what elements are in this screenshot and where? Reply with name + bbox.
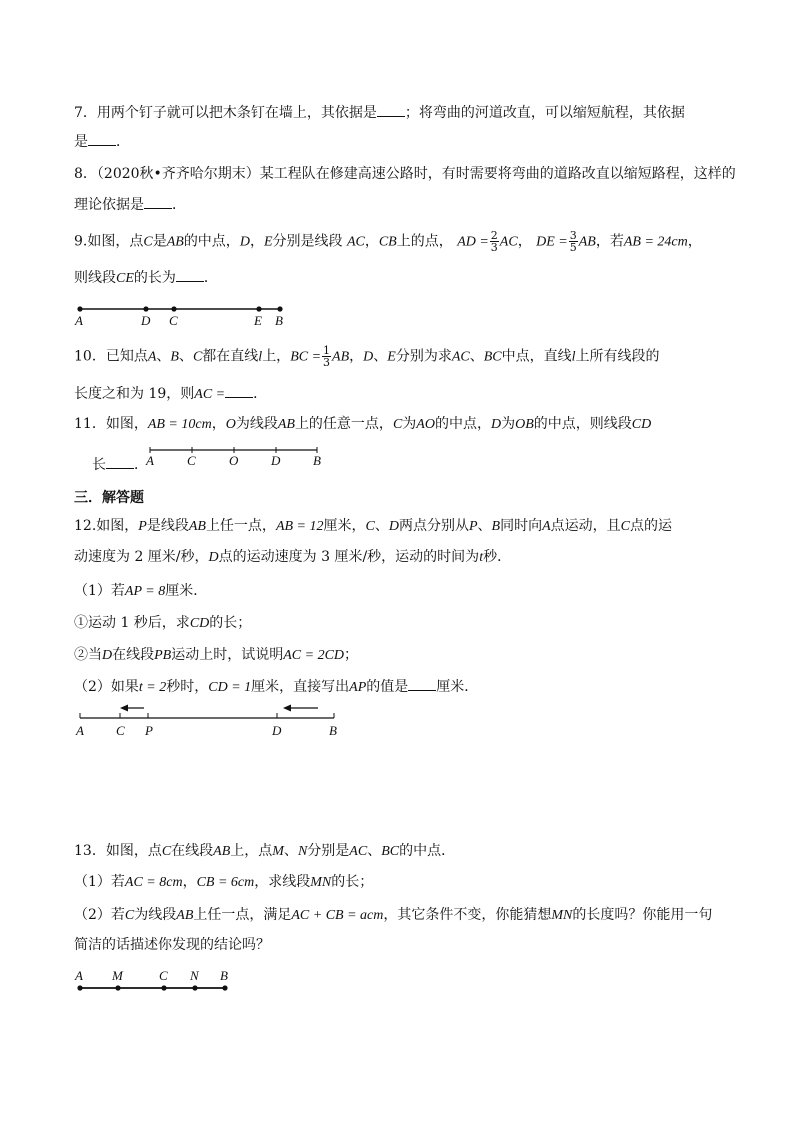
- q9-var-c: C: [143, 234, 153, 250]
- q11-var-o: O: [225, 417, 236, 432]
- q10-blank[interactable]: [225, 384, 253, 398]
- q11-var-ab: AB: [277, 417, 295, 432]
- q9-label-b: B: [275, 313, 283, 328]
- q13-label-b: B: [220, 968, 228, 983]
- q10-var-b: B: [170, 349, 179, 365]
- q11-label-o: O: [229, 453, 239, 468]
- q11-line2: [92, 455, 148, 475]
- q12-t18: 运动上时，试说明: [171, 647, 284, 663]
- q10-var-a: A: [147, 349, 157, 365]
- q12-t4: 厘米，: [323, 518, 366, 534]
- q11-t1: 11．如图，: [74, 416, 148, 432]
- q12-label-p: P: [145, 723, 153, 738]
- q12-t11: 秒．: [483, 549, 512, 565]
- q7-blank-2[interactable]: [88, 132, 116, 146]
- q13-point-c: [161, 985, 166, 990]
- q12-t24: 厘米．: [436, 679, 479, 695]
- q7-text-d: ．: [116, 134, 130, 150]
- q9-point-a: [77, 306, 82, 311]
- q9-t1: 9.如图，点: [74, 233, 144, 250]
- q9-var-ac2: AC: [499, 234, 518, 250]
- q12-var-ab: AB: [188, 519, 206, 534]
- q9-t2: 是: [152, 233, 167, 250]
- q9-t8: 的长为: [133, 270, 176, 286]
- q13-var-ab2: AB: [176, 908, 194, 923]
- q9-var-ab: AB: [166, 234, 184, 250]
- q13-point-a: [77, 985, 82, 990]
- q12-t21: 秒时，: [166, 679, 209, 695]
- q13-var-c2: C: [124, 908, 135, 923]
- q11-line1: [74, 414, 651, 435]
- q7-line1: [74, 103, 685, 123]
- q12-blank[interactable]: [408, 677, 436, 691]
- q12-var-ap: AP: [349, 680, 367, 695]
- q12-t1: 12.如图，: [74, 518, 139, 534]
- q12-var-d: D: [388, 519, 399, 534]
- q13-dun1: 、: [283, 843, 298, 859]
- q13-var-c: C: [161, 844, 172, 859]
- q8-text-b: 理论依据是: [74, 197, 144, 213]
- q10-t8: 长度之和为 19，则: [74, 386, 195, 402]
- section-heading: 三．解答题: [74, 490, 144, 506]
- q12-label-c: C: [116, 723, 125, 738]
- q11-label-b: B: [313, 453, 321, 468]
- q12-t20: （2）如果: [74, 679, 139, 695]
- q11-t7: 为: [501, 416, 516, 432]
- q12-var-b: B: [491, 519, 501, 534]
- q12-part1-sub1: [74, 613, 251, 634]
- q13-label-m: M: [112, 968, 123, 983]
- q12-dun1: 、: [374, 518, 389, 534]
- q13-var-ac: AC: [349, 844, 368, 859]
- q12-label-d: D: [272, 723, 282, 738]
- q9-f1-num: 2: [490, 229, 498, 242]
- q11-blank[interactable]: [106, 455, 134, 469]
- q10-t1: 10．已知点: [74, 348, 148, 365]
- q11-var-cd: CD: [631, 417, 652, 432]
- q13-part1: [74, 872, 373, 893]
- q12-cd-eq: CD = 1: [208, 680, 252, 695]
- q12-arrowhead-d: [283, 705, 291, 712]
- q10-var-ac: AC: [451, 349, 470, 365]
- q10-fraction: [322, 345, 331, 368]
- q10-var-e: E: [387, 349, 396, 365]
- q12-t23: 的值是: [366, 679, 409, 695]
- q10-t9: ．: [253, 386, 268, 402]
- q13-comma: ，: [182, 874, 197, 890]
- q11-figure: [145, 444, 335, 470]
- q10-t2: 都在直线: [202, 348, 259, 365]
- q10-var-l: l: [258, 349, 263, 365]
- q9-line2: [74, 268, 218, 289]
- q13-t8: 的长；: [331, 874, 374, 890]
- q9-ad-eq: AD =: [457, 234, 489, 250]
- q9-t6: ，若: [595, 233, 624, 250]
- q9-t9: ．: [203, 270, 218, 286]
- q11-label-d: D: [271, 453, 281, 468]
- q10-ac-eq: AC =: [194, 387, 226, 402]
- q8-text: 8．（2020秋•齐齐哈尔期末）某工程队在修建高速公路时，有时需要将弯曲的道路改直以缩短路程，这样的: [74, 166, 736, 182]
- q12-t7: 点运动，且: [550, 518, 621, 534]
- q13-part2-line2: [74, 935, 270, 955]
- q12-var-t: t: [479, 550, 484, 565]
- q12-line2: [74, 547, 511, 568]
- q10-line1: [74, 345, 660, 368]
- q10-f-num: 1: [323, 344, 331, 357]
- q12-t15: 的长；: [209, 615, 252, 631]
- q12-var-a: A: [542, 519, 551, 534]
- q9-t3: 的中点，: [183, 233, 240, 250]
- q12-label-a: A: [76, 723, 84, 738]
- q9-t7: 则线段: [74, 270, 116, 286]
- q13-t11: 上任一点，满足: [193, 907, 292, 923]
- q9-point-c: [171, 306, 176, 311]
- q10-dun1: 、: [156, 348, 171, 365]
- q13-t6: （1）若: [74, 874, 125, 890]
- q9-sep4: ，: [687, 233, 702, 250]
- q12-ap-eq: AP = 8: [124, 584, 166, 599]
- q9-label-a: A: [75, 313, 83, 328]
- q10-t3: 上，: [262, 348, 291, 365]
- q13-t7: ，求线段: [254, 874, 311, 890]
- q11-label-c: C: [187, 453, 196, 468]
- q11-t9: 长: [92, 457, 106, 473]
- q9-de-eq: DE =: [536, 234, 568, 250]
- q10-f-den: 3: [323, 356, 331, 369]
- q7-blank-1[interactable]: [377, 103, 405, 117]
- q9-var-e: E: [263, 234, 273, 250]
- q11-var-c: C: [392, 417, 403, 432]
- q9-point-d: [143, 306, 148, 311]
- q8-line1: [74, 164, 736, 184]
- q13-t4: 分别是: [307, 843, 350, 859]
- q13-point-n: [192, 985, 197, 990]
- q9-t4: 分别是线段: [272, 233, 343, 250]
- q9-fraction-2: [569, 230, 578, 253]
- q13-label-c: C: [159, 968, 168, 983]
- q13-t13: 的长度吗？你能用一句: [572, 907, 713, 923]
- q13-var-mn2: MN: [551, 908, 573, 923]
- q11-t2: ，: [211, 416, 226, 432]
- q13-sum-eq: AC + CB = acm: [291, 908, 384, 923]
- q12-part2: [74, 677, 478, 698]
- q9-sep2: ，: [364, 233, 379, 250]
- q11-t5: 为: [402, 416, 417, 432]
- q9-f2-den: 5: [569, 241, 577, 254]
- q12-var-c: C: [365, 519, 375, 534]
- q12-var-p: P: [138, 519, 147, 534]
- q7-line2: [74, 132, 130, 152]
- q12-t-eq: t = 2: [138, 680, 167, 695]
- q13-t2: 在线段: [171, 843, 214, 859]
- q8-blank[interactable]: [144, 195, 172, 209]
- q12-t12: （1）若: [74, 583, 125, 599]
- q7-text: 7．用两个钉子就可以把木条钉在墙上，其依据是: [74, 105, 377, 121]
- q7-text-b: ；将弯曲的河道改直，可以缩短航程，其依据: [404, 105, 685, 121]
- q7-text-c: 是: [74, 134, 88, 150]
- q12-figure: [72, 700, 352, 740]
- q12-t2: 是线段: [146, 518, 189, 534]
- q10-t7: 上所有线段的: [575, 348, 660, 365]
- q9-label-d: D: [141, 313, 151, 328]
- q9-ab24: AB = 24cm: [623, 234, 688, 250]
- q13-label-a: A: [75, 968, 83, 983]
- q12-t9: 动速度为 2 厘米/秒，: [74, 549, 209, 565]
- q9-sep: ，: [249, 233, 264, 250]
- q12-t13: 厘米．: [165, 583, 208, 599]
- q12-t19: ；: [344, 647, 359, 663]
- q9-f1-den: 3: [490, 241, 498, 254]
- q13-dun2: 、: [367, 843, 382, 859]
- q9-label-e: E: [254, 313, 262, 328]
- q11-t4: 上的任意一点，: [294, 416, 393, 432]
- q9-sep3: ，: [517, 233, 532, 250]
- q10-bc-eq: BC =: [290, 349, 322, 365]
- q10-dun3: 、: [373, 348, 388, 365]
- q12-t16: ②当: [74, 647, 102, 663]
- q10-dun2: 、: [178, 348, 193, 365]
- q12-part1-sub2: [74, 645, 358, 666]
- q12-t14: ①运动 1 秒后，求: [74, 615, 190, 631]
- q12-t3: 上任一点，: [205, 518, 276, 534]
- q13-var-bc: BC: [381, 844, 400, 859]
- q10-var-d: D: [363, 349, 374, 365]
- q12-t17: 在线段: [112, 647, 155, 663]
- q13-var-n: N: [297, 844, 308, 859]
- q13-line1: [74, 841, 455, 862]
- q12-ab-eq: AB = 12: [275, 519, 324, 534]
- q11-t10: ．: [134, 457, 148, 473]
- q12-var-p2: P: [468, 519, 478, 534]
- q9-var-ab2: AB: [578, 234, 596, 250]
- q13-label-n: N: [190, 968, 199, 983]
- q10-var-c: C: [192, 349, 203, 365]
- q10-dun4: 、: [469, 348, 484, 365]
- q13-t9: （2）若: [74, 907, 125, 923]
- q11-ab-eq: AB = 10cm: [147, 417, 212, 432]
- q10-t4: ，: [349, 348, 364, 365]
- q12-label-b: B: [329, 723, 337, 738]
- q9-var-ce: CE: [116, 271, 134, 286]
- q10-t6: 中点，直线: [501, 348, 572, 365]
- q8-text-c: ．: [172, 197, 186, 213]
- q12-t22: 厘米，直接写出: [251, 679, 350, 695]
- q12-t10: 点的运动速度为 3 厘米/秒，运动的时间为: [218, 549, 480, 565]
- q10-var-bc: BC: [483, 349, 502, 365]
- q13-t1: 13．如图，点: [74, 843, 162, 859]
- q12-var-d3: D: [102, 648, 113, 663]
- q13-t10: 为线段: [134, 907, 177, 923]
- q9-figure: [70, 300, 300, 330]
- q9-blank[interactable]: [176, 268, 204, 282]
- q11-var-d: D: [490, 417, 502, 432]
- q12-arrowhead-c: [120, 705, 128, 712]
- q9-var-ac: AC: [346, 234, 365, 250]
- q10-var-l2: l: [571, 349, 576, 365]
- q9-line1: [74, 230, 702, 253]
- q11-t6: 的中点，: [434, 416, 491, 432]
- q13-var-mn: MN: [310, 875, 332, 890]
- q12-var-c2: C: [620, 519, 630, 534]
- q12-var-cd: CD: [189, 616, 210, 631]
- q9-label-c: C: [169, 313, 178, 328]
- q11-label-a: A: [146, 453, 154, 468]
- q12-part1: [74, 581, 207, 602]
- q12-var-d2: D: [208, 550, 219, 565]
- q12-t5: 两点分别从: [398, 518, 469, 534]
- q13-cb-eq: CB = 6cm: [196, 875, 255, 890]
- q12-line1: [74, 516, 672, 537]
- q13-part2: [74, 905, 712, 926]
- q9-fraction-1: [490, 230, 499, 253]
- q12-dun2: 、: [477, 518, 492, 534]
- q10-var-ab: AB: [332, 349, 350, 365]
- q13-t5: 的中点．: [399, 843, 456, 859]
- q10-t5: 分别为求: [395, 348, 452, 365]
- q11-var-ao: AO: [416, 417, 435, 432]
- q13-t3: 上，点: [230, 843, 273, 859]
- q10-line2: [74, 384, 267, 405]
- q12-t6: 同时向: [500, 518, 543, 534]
- q9-t5: 上的点，: [396, 233, 453, 250]
- q11-t8: 的中点，则线段: [533, 416, 632, 432]
- q9-var-d: D: [239, 234, 250, 250]
- q13-t14: 简洁的话描述你发现的结论吗？: [74, 937, 270, 953]
- q11-var-ob: OB: [515, 417, 534, 432]
- q9-point-e: [256, 306, 261, 311]
- q12-t8: 点的运: [630, 518, 672, 534]
- q12-ac-eq: AC = 2CD: [283, 648, 345, 663]
- q13-t12: ，其它条件不变，你能猜想: [383, 907, 552, 923]
- q13-point-b: [222, 985, 227, 990]
- q13-ac-eq: AC = 8cm: [124, 875, 183, 890]
- q13-point-m: [115, 985, 120, 990]
- q12-var-pb: PB: [154, 648, 172, 663]
- q13-var-m: M: [272, 844, 284, 859]
- q9-f2-num: 3: [569, 229, 577, 242]
- q13-var-ab: AB: [213, 844, 231, 859]
- q9-point-b: [277, 306, 282, 311]
- q13-figure: [72, 965, 242, 997]
- q11-t3: 为线段: [235, 416, 278, 432]
- q8-line2: [74, 195, 186, 215]
- q9-var-cb: CB: [378, 234, 397, 250]
